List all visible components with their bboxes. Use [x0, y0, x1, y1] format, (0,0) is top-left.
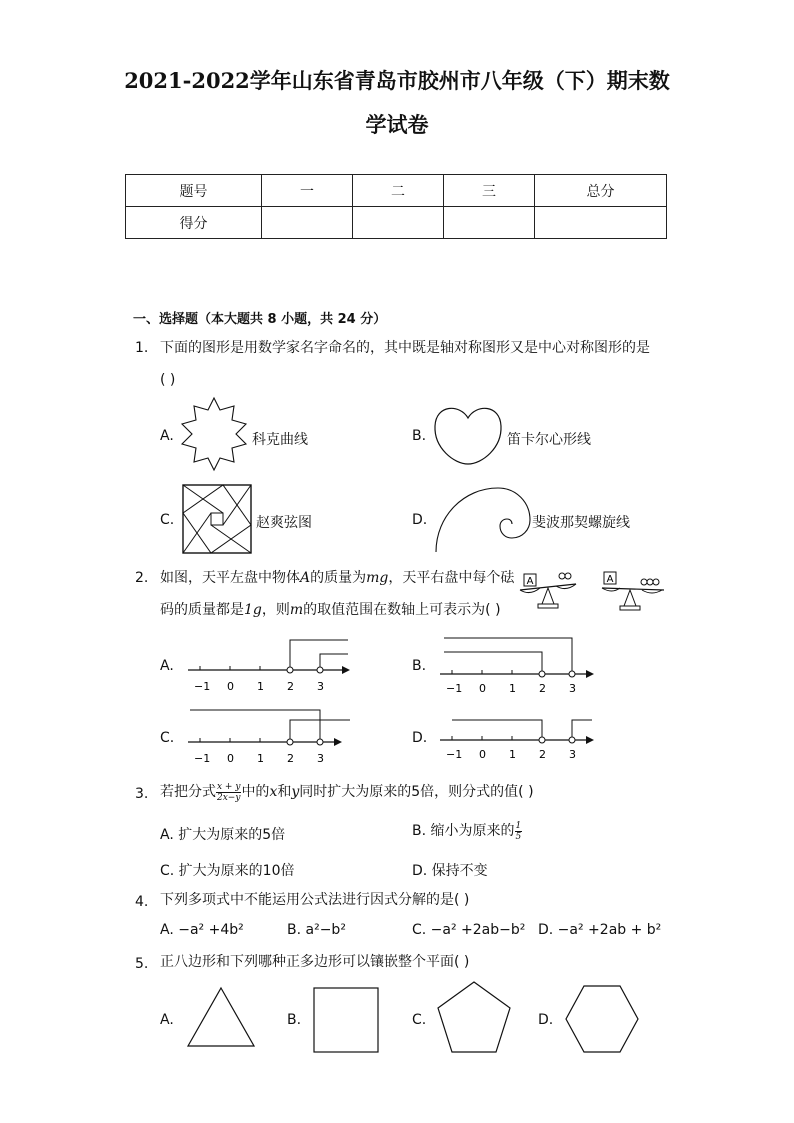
- score-cell[interactable]: [262, 207, 353, 239]
- score-cell[interactable]: [535, 207, 667, 239]
- score-header-cell: 题号: [126, 175, 262, 207]
- option-a[interactable]: A. 扩大为原来的5倍: [160, 827, 286, 843]
- option-d-label[interactable]: D.: [412, 730, 428, 746]
- var-m: m: [289, 602, 304, 618]
- tick-label: 1: [509, 748, 516, 761]
- score-table-header-row: [126, 175, 667, 207]
- number-line-c: [182, 706, 352, 766]
- var-y: y: [291, 784, 300, 800]
- tick-label: 0: [227, 680, 234, 693]
- tick-label: 3: [569, 748, 576, 761]
- option-b-label[interactable]: B.: [412, 428, 427, 444]
- pentagon-figure: [436, 980, 512, 1056]
- q2-text: ，则: [261, 602, 290, 618]
- fraction-numerator: 1: [515, 820, 522, 831]
- q3-text: 和: [277, 784, 292, 800]
- option-d-label[interactable]: D.: [538, 1012, 554, 1028]
- option-d[interactable]: D. −a² +2ab + b²: [538, 922, 662, 938]
- section-header: 一、选择题（本大题共 8 小题，共 24 分）: [133, 312, 387, 327]
- question-text: [160, 778, 534, 806]
- question-text-line1: [160, 564, 514, 592]
- question-text: 正八边形和下列哪种正多边形可以镶嵌整个平面( ): [160, 954, 470, 970]
- number-line-d: [434, 706, 604, 766]
- option-c-label[interactable]: C.: [160, 512, 175, 528]
- tick-label: 0: [227, 752, 234, 765]
- question-number: 3.: [135, 786, 149, 802]
- hexagon-figure: [564, 984, 640, 1054]
- score-table-row: [126, 207, 667, 239]
- tick-label: 2: [287, 752, 294, 765]
- option-b-label[interactable]: B.: [412, 658, 427, 674]
- fibonacci-spiral-figure: [434, 486, 534, 554]
- tick-label: −1: [446, 748, 463, 761]
- triangle-figure: [186, 986, 256, 1050]
- var-mg: mg: [366, 570, 389, 586]
- fraction: [216, 782, 241, 803]
- number-line-a: [182, 634, 352, 694]
- box-label: A: [526, 576, 534, 587]
- option-a-caption: 科克曲线: [252, 432, 308, 448]
- tick-label: −1: [446, 682, 463, 694]
- var-a: A: [300, 570, 311, 586]
- tick-label: 0: [479, 682, 486, 694]
- page-title: 2021-2022学年山东省青岛市胶州市八年级（下）期末数: [124, 68, 670, 93]
- score-header-cell: 总分: [535, 175, 667, 207]
- question-text: 下面的图形是用数学家名字命名的，其中既是轴对称图形又是中心对称图形的是: [160, 340, 650, 356]
- question-paren: ( ): [160, 372, 176, 388]
- page-title-cont: 学试卷: [365, 112, 429, 137]
- option-b-label[interactable]: B.: [287, 1012, 302, 1028]
- option-a-label[interactable]: A.: [160, 428, 174, 444]
- tick-label: −1: [194, 752, 211, 765]
- tick-label: 2: [287, 680, 294, 693]
- zhaoshuang-diagram-figure: [182, 484, 252, 554]
- q2-text: 的取值范围在数轴上可表示为( ): [303, 602, 501, 618]
- square-figure: [312, 986, 380, 1054]
- option-c[interactable]: C. 扩大为原来的10倍: [160, 863, 295, 879]
- question-text: 下列多项式中不能运用公式法进行因式分解的是( ): [160, 892, 470, 908]
- fraction: [515, 821, 523, 842]
- tick-label: 0: [479, 748, 486, 761]
- question-number: 2.: [135, 570, 149, 586]
- question-number: 1.: [135, 340, 149, 356]
- var-1g: 1g: [244, 602, 262, 618]
- option-b-caption: 笛卡尔心形线: [507, 432, 591, 448]
- score-table: [125, 174, 667, 239]
- number-line-b: [434, 634, 604, 694]
- score-header-cell: 一: [262, 175, 353, 207]
- balance-scale-2-figure: [600, 566, 668, 618]
- tick-label: 1: [257, 680, 264, 693]
- fraction-denominator: 5: [515, 831, 522, 842]
- tick-label: 3: [569, 682, 576, 694]
- option-a[interactable]: A. −a² +4b²: [160, 922, 244, 938]
- tick-label: 2: [539, 748, 546, 761]
- option-b[interactable]: [412, 820, 522, 842]
- q3-text: 若把分式: [160, 784, 216, 800]
- tick-label: 1: [509, 682, 516, 694]
- q2-text: 的质量为: [310, 570, 367, 586]
- tick-label: 3: [317, 752, 324, 765]
- option-b[interactable]: B. a²−b²: [287, 922, 346, 938]
- option-a-label[interactable]: A.: [160, 1012, 174, 1028]
- option-d-label[interactable]: D.: [412, 512, 428, 528]
- score-row-label: 得分: [126, 207, 262, 239]
- fraction-numerator: x + y: [217, 781, 241, 792]
- koch-snowflake-figure: [178, 396, 250, 472]
- var-x: x: [269, 784, 278, 800]
- score-header-cell: 二: [353, 175, 444, 207]
- question-number: 5.: [135, 956, 149, 972]
- option-c[interactable]: C. −a² +2ab−b²: [412, 922, 526, 938]
- option-d[interactable]: D. 保持不变: [412, 863, 488, 879]
- fraction-denominator: 2x−y: [217, 792, 241, 803]
- score-cell[interactable]: [444, 207, 535, 239]
- question-number: 4.: [135, 894, 149, 910]
- tick-label: −1: [194, 680, 211, 693]
- option-b-text: B. 缩小为原来的: [412, 823, 515, 839]
- q2-text: 如图，天平左盘中物体: [160, 570, 300, 586]
- box-label: A: [606, 574, 614, 585]
- q3-text: 中的: [241, 784, 270, 800]
- balance-scale-1-figure: [516, 568, 584, 618]
- cardioid-figure: [432, 402, 504, 466]
- question-text-line2: [160, 596, 501, 624]
- tick-label: 3: [317, 680, 324, 693]
- q3-text: 同时扩大为原来的5倍，则分式的值( ): [299, 784, 534, 800]
- option-c-caption: 赵爽弦图: [256, 515, 312, 531]
- q2-text: 码的质量都是: [160, 602, 244, 618]
- option-c-label[interactable]: C.: [412, 1012, 427, 1028]
- option-c-label[interactable]: C.: [160, 730, 175, 746]
- option-d-caption: 斐波那契螺旋线: [532, 515, 630, 531]
- tick-label: 2: [539, 682, 546, 694]
- score-header-cell: 三: [444, 175, 535, 207]
- tick-label: 1: [257, 752, 264, 765]
- option-a-label[interactable]: A.: [160, 658, 174, 674]
- q2-text: ，天平右盘中每个砝: [388, 570, 515, 586]
- score-cell[interactable]: [353, 207, 444, 239]
